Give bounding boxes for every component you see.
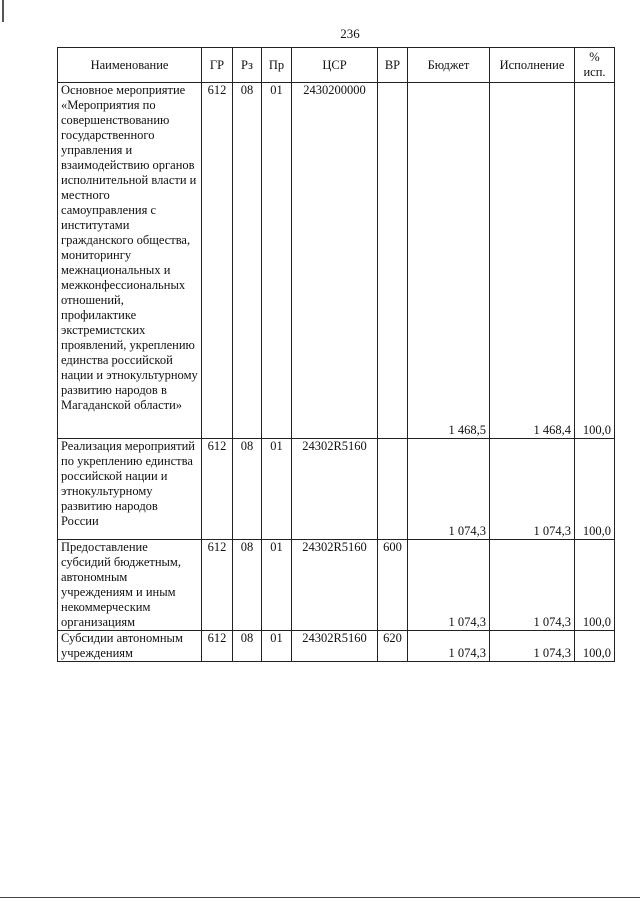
header-vr: ВР [378, 48, 408, 83]
page-bottom-rule [0, 897, 640, 898]
cell-pr: 01 [262, 83, 292, 439]
cell-budget: 1 468,5 [408, 83, 490, 439]
table-row [58, 540, 615, 631]
cell-pr: 01 [262, 439, 292, 540]
header-percent: % исп. [575, 48, 615, 83]
cell-rz: 08 [233, 631, 262, 662]
cell-gr: 612 [202, 540, 233, 631]
cell-budget: 1 074,3 [408, 540, 490, 631]
cell-name: Реализация мероприятий по укреплению единства российской нации и этнокультурному развитию народов России [58, 439, 202, 540]
header-pr: Пр [262, 48, 292, 83]
cell-percent: 100,0 [575, 631, 615, 662]
cell-csr: 24302R5160 [292, 631, 378, 662]
cell-name: Предоставление субсидий бюджетным, автономным учреждениям и иным некоммерческим организациям [58, 540, 202, 631]
header-csr: ЦСР [292, 48, 378, 83]
cell-name: Основное мероприятие «Мероприятия по совершенствованию государственного управления и взаимодействию органов исполнительной власти и местного самоуправления с институтами гражданского общества, мониторингу межнациональных и межконфессиональных отношений, профилактике экстремистских проявлений, укреплению единства российской нации и этнокультурному развитию народов в Магаданской области» [58, 83, 202, 439]
header-name: Наименование [58, 48, 202, 83]
table-row [58, 631, 615, 662]
cell-csr: 2430200000 [292, 83, 378, 439]
cell-execution: 1 074,3 [490, 631, 575, 662]
cell-vr [378, 439, 408, 540]
cell-vr [378, 83, 408, 439]
cell-percent: 100,0 [575, 83, 615, 439]
cell-name: Субсидии автономным учреждениям [58, 631, 202, 662]
cell-budget: 1 074,3 [408, 631, 490, 662]
cell-vr: 600 [378, 540, 408, 631]
cell-csr: 24302R5160 [292, 439, 378, 540]
cell-rz: 08 [233, 83, 262, 439]
cell-gr: 612 [202, 439, 233, 540]
header-execution: Исполнение [490, 48, 575, 83]
table-row [58, 439, 615, 540]
table-row [58, 83, 615, 439]
cell-pr: 01 [262, 631, 292, 662]
page-number: 236 [340, 26, 360, 41]
cell-execution: 1 074,3 [490, 439, 575, 540]
budget-execution-table [57, 47, 615, 662]
header-budget: Бюджет [408, 48, 490, 83]
cell-rz: 08 [233, 540, 262, 631]
header-gr: ГР [202, 48, 233, 83]
cell-execution: 1 468,4 [490, 83, 575, 439]
header-rz: Рз [233, 48, 262, 83]
cell-percent: 100,0 [575, 540, 615, 631]
cell-csr: 24302R5160 [292, 540, 378, 631]
cell-rz: 08 [233, 439, 262, 540]
cell-budget: 1 074,3 [408, 439, 490, 540]
cell-pr: 01 [262, 540, 292, 631]
cell-gr: 612 [202, 83, 233, 439]
table-header-row [58, 48, 615, 83]
scan-edge-mark [2, 0, 4, 22]
cell-vr: 620 [378, 631, 408, 662]
cell-execution: 1 074,3 [490, 540, 575, 631]
cell-gr: 612 [202, 631, 233, 662]
cell-percent: 100,0 [575, 439, 615, 540]
